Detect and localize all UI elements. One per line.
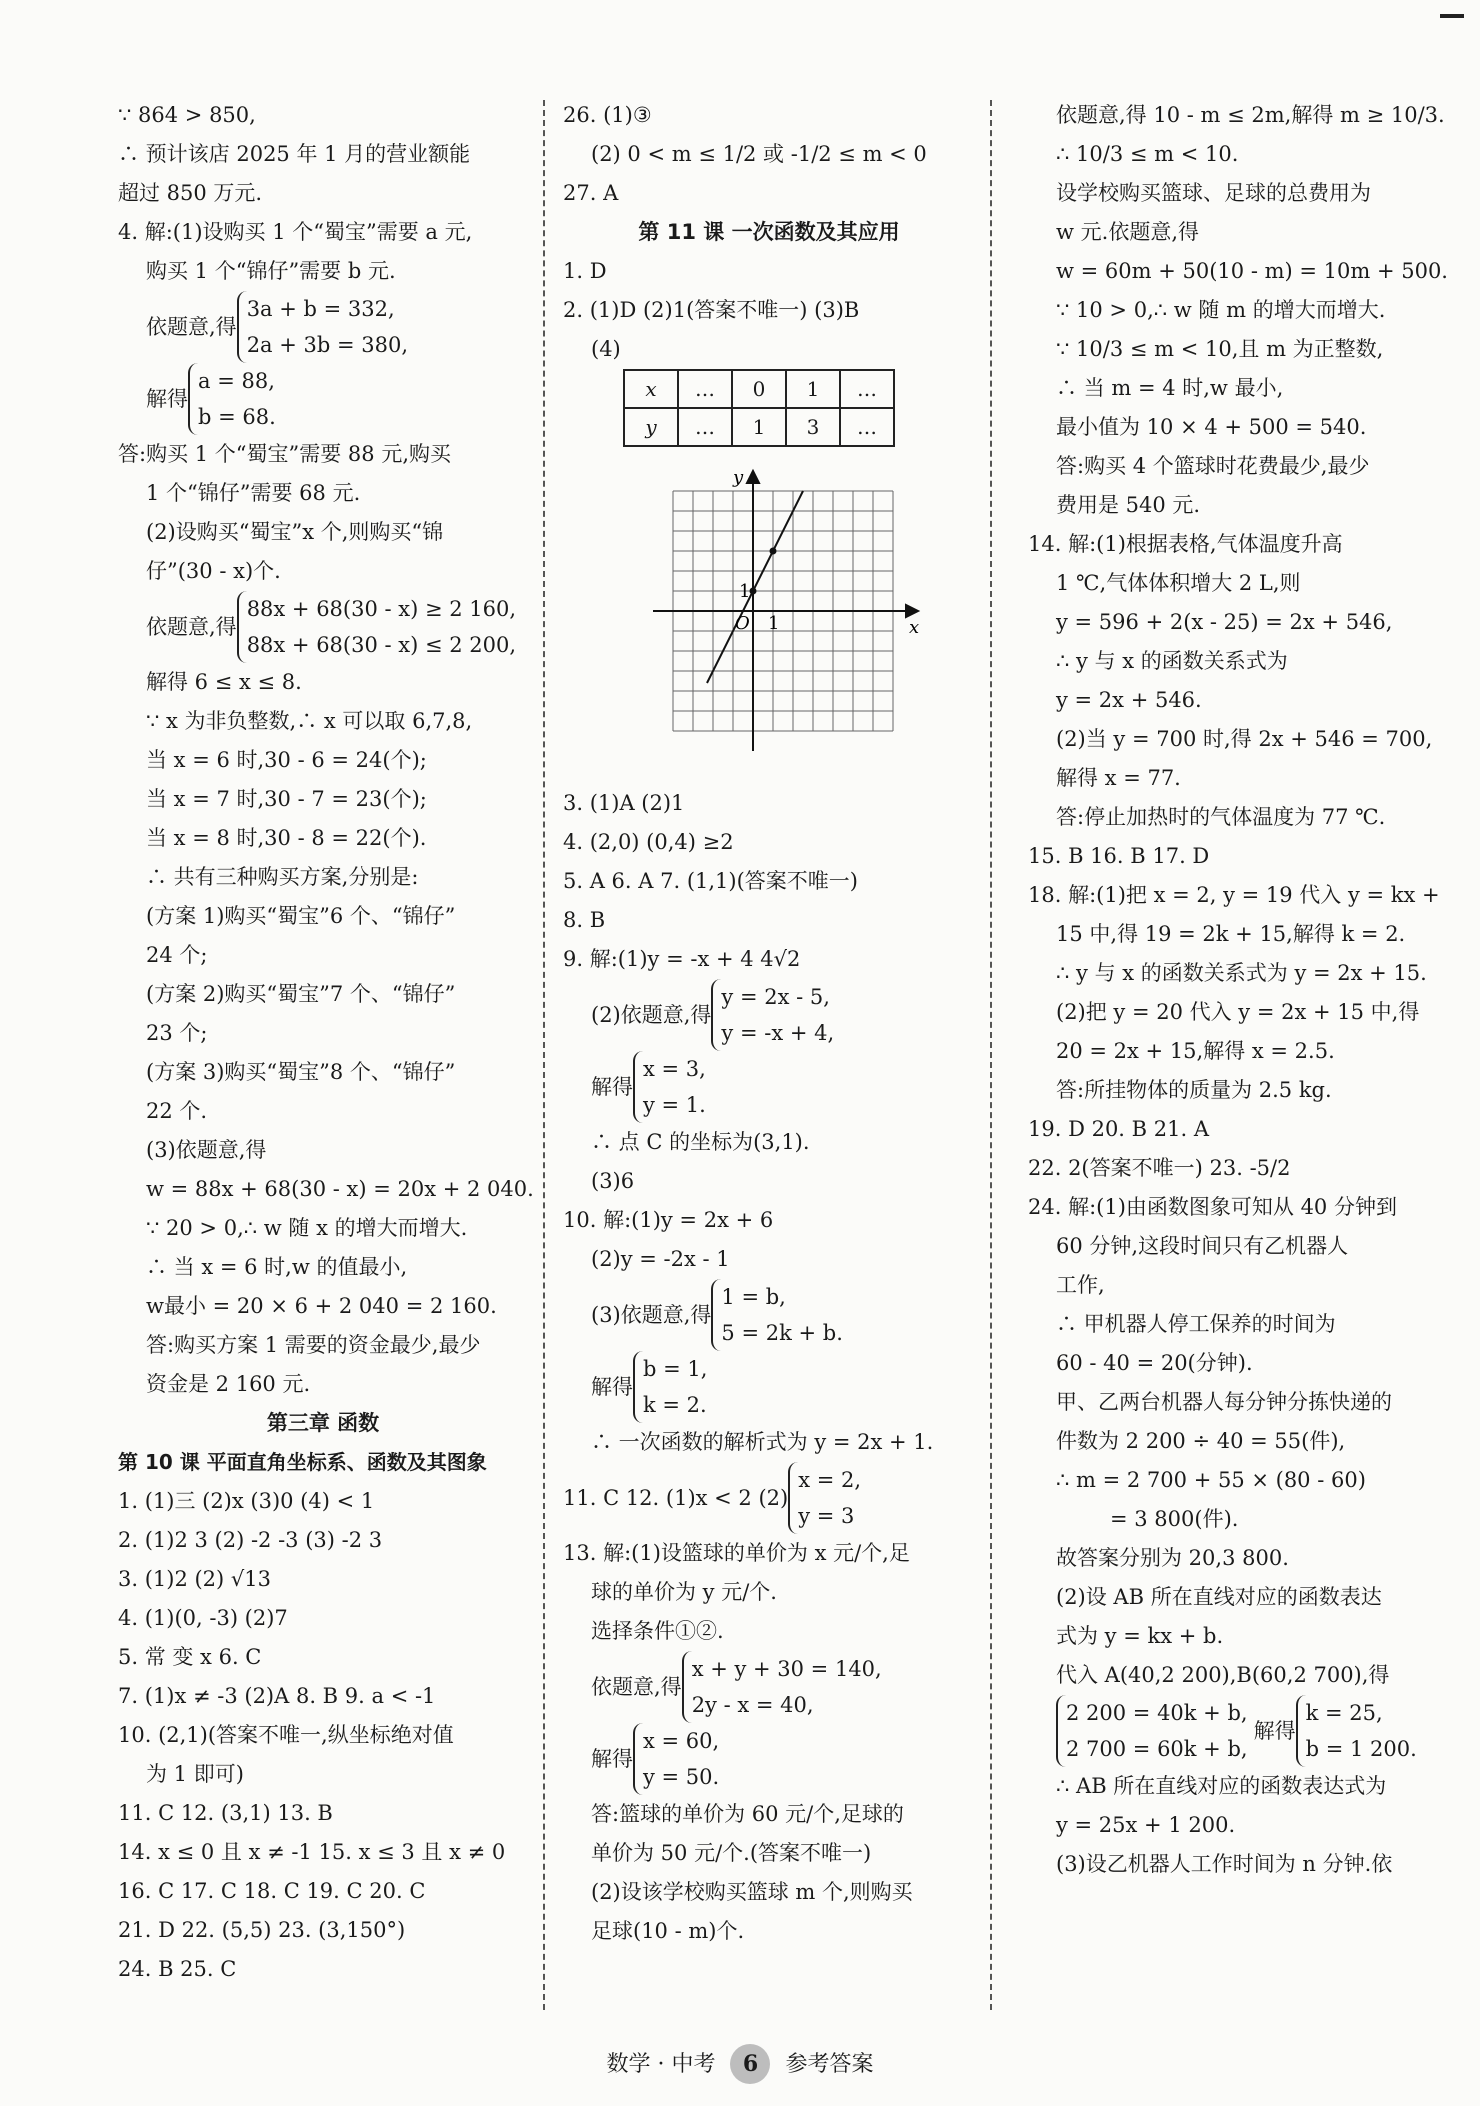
table-cell: …: [840, 370, 894, 408]
text-line: 22. 2(答案不唯一) 23. -5/2: [1028, 1156, 1291, 1180]
point: [750, 588, 757, 595]
text-line: 4. (1)(0, -3) (2)7: [118, 1606, 288, 1630]
text-line: ∴ 点 C 的坐标为(3,1).: [591, 1130, 810, 1154]
text-line: 仔”(30 - x)个.: [146, 559, 281, 583]
text-line: (2)设购买“蜀宝”x 个,则购买“锦: [146, 520, 444, 544]
text-line: 18. 解:(1)把 x = 2, y = 19 代入 y = kx +: [1028, 883, 1440, 907]
text-line: ∴ 10/3 ≤ m < 10.: [1056, 142, 1239, 166]
text-line: (2)设 AB 所在直线对应的函数表达: [1056, 1585, 1382, 1609]
text-line: 11. C 12. (3,1) 13. B: [118, 1801, 333, 1825]
text-line: 解得 6 ≤ x ≤ 8.: [146, 670, 302, 694]
text-line: 甲、乙两台机器人每分钟分拣快递的: [1056, 1390, 1392, 1414]
equation-system: 依题意,得 x + y + 30 = 140, 2y - x = 40,: [563, 1651, 975, 1723]
footer-subject: 数学 · 中考: [606, 2052, 716, 2077]
text-line: 3. (1)2 (2) √13: [118, 1567, 272, 1591]
point: [770, 548, 777, 555]
table-cell: 1: [786, 370, 840, 408]
text-line: 足球(10 - m)个.: [591, 1919, 745, 1943]
equation-system: 解得 a = 88, b = 68.: [118, 363, 528, 435]
text-line: (3)依题意,得: [146, 1138, 267, 1162]
text-line: ∵ x 为非负整数,∴ x 可以取 6,7,8,: [146, 709, 473, 733]
text-line: 费用是 540 元.: [1056, 493, 1201, 517]
text-line: 8. B: [563, 908, 606, 932]
text-line: (2)y = -2x - 1: [591, 1247, 730, 1271]
text-line: w最小 = 20 × 6 + 2 040 = 2 160.: [146, 1294, 497, 1318]
text-line: 购买 1 个“锦仔”需要 b 元.: [146, 259, 396, 283]
text-line: 10. 解:(1)y = 2x + 6: [563, 1208, 774, 1232]
equation-system: 解得 x = 3, y = 1.: [563, 1051, 975, 1123]
text-line: y = 2x + 546.: [1056, 688, 1202, 712]
text-line: 最小值为 10 × 4 + 500 = 540.: [1056, 415, 1367, 439]
table-cell: …: [678, 408, 732, 446]
text-line: 2. (1)D (2)1(答案不唯一) (3)B: [563, 298, 860, 322]
text-line: 答:购买 1 个“蜀宝”需要 88 元,购买: [118, 442, 452, 466]
lesson-heading: 第 10 课 平面直角坐标系、函数及其图象: [118, 1450, 487, 1474]
equation-system: (3)依题意,得 1 = b, 5 = 2k + b.: [563, 1279, 975, 1351]
text-line: 2. (1)2 3 (2) -2 -3 (3) -2 3: [118, 1528, 383, 1552]
function-line: [707, 491, 803, 683]
text-line: 1. D: [563, 259, 607, 283]
text-line: 依题意,得 10 - m ≤ 2m,解得 m ≥ 10/3.: [1056, 103, 1445, 127]
footer-section: 参考答案: [785, 2052, 874, 2077]
text-line: 26. (1)③: [563, 103, 652, 127]
column-divider: [990, 100, 992, 2010]
table-cell: …: [678, 370, 732, 408]
text-line: 为 1 即可): [146, 1762, 244, 1786]
text-line: 单价为 50 元/个.(答案不唯一): [591, 1841, 872, 1865]
y-axis-label: y: [733, 467, 744, 488]
text-line: 5. 常 变 x 6. C: [118, 1645, 262, 1669]
value-table: [623, 369, 895, 447]
column-1: [118, 96, 534, 1989]
x-tick-label: 1: [768, 613, 780, 634]
text-line: w 元.依题意,得: [1056, 220, 1200, 244]
text-line: 21. D 22. (5,5) 23. (3,150°): [118, 1918, 406, 1942]
table-cell: 3: [786, 408, 840, 446]
table-cell: 0: [732, 370, 786, 408]
text-line: 19. D 20. B 21. A: [1028, 1117, 1210, 1141]
column-3: [1028, 96, 1448, 1884]
equation-system: 11. C 12. (1)x < 2 (2) x = 2, y = 3: [563, 1462, 975, 1534]
text-line: ∴ 一次函数的解析式为 y = 2x + 1.: [591, 1430, 934, 1454]
graph-svg: [613, 461, 933, 761]
table-cell: 1: [732, 408, 786, 446]
text-line: 代入 A(40,2 200),B(60,2 700),得: [1056, 1663, 1390, 1687]
text-line: 24. 解:(1)由函数图象可知从 40 分钟到: [1028, 1195, 1397, 1219]
text-line: y = 596 + 2(x - 25) = 2x + 546,: [1056, 610, 1393, 634]
text-line: 答:所挂物体的质量为 2.5 kg.: [1056, 1078, 1332, 1102]
function-graph: [613, 461, 975, 774]
text-line: ∴ m = 2 700 + 55 × (80 - 60): [1056, 1468, 1366, 1492]
corner-mark: [1440, 14, 1464, 18]
text-line: ∵ 10/3 ≤ m < 10,且 m 为正整数,: [1056, 337, 1384, 361]
text-line: (方案 2)购买“蜀宝”7 个、“锦仔”: [146, 982, 456, 1006]
text-line: (2)把 y = 20 代入 y = 2x + 15 中,得: [1056, 1000, 1420, 1024]
text-line: ∴ 预计该店 2025 年 1 月的营业额能: [118, 142, 471, 166]
text-line: 20 = 2x + 15,解得 x = 2.5.: [1056, 1039, 1335, 1063]
text-line: ∴ 当 m = 4 时,w 最小,: [1056, 376, 1284, 400]
chapter-heading: 第三章 函数: [266, 1411, 380, 1435]
equation-system: 解得 x = 60, y = 50.: [563, 1723, 975, 1795]
text-line: 1 ℃,气体体积增大 2 L,则: [1056, 571, 1301, 595]
text-line: 13. 解:(1)设篮球的单价为 x 元/个,足: [563, 1541, 910, 1565]
equation-system: (2)依题意,得 y = 2x - 5, y = -x + 4,: [563, 979, 975, 1051]
column-divider: [543, 100, 545, 2010]
text-line: ∵ 20 > 0,∴ w 随 x 的增大而增大.: [146, 1216, 468, 1240]
text-line: 15. B 16. B 17. D: [1028, 844, 1210, 868]
text-line: (3)6: [591, 1169, 635, 1193]
text-line: 60 - 40 = 20(分钟).: [1056, 1351, 1253, 1375]
text-line: (2) 0 < m ≤ 1/2 或 -1/2 ≤ m < 0: [591, 142, 927, 166]
origin-label: O: [735, 613, 750, 634]
text-line: 答:停止加热时的气体温度为 77 ℃.: [1056, 805, 1386, 829]
text-line: (2)设该学校购买篮球 m 个,则购买: [591, 1880, 913, 1904]
text-line: 23 个;: [146, 1021, 208, 1045]
text-line: 7. (1)x ≠ -3 (2)A 8. B 9. a < -1: [118, 1684, 436, 1708]
text-line: ∴ 当 x = 6 时,w 的值最小,: [146, 1255, 408, 1279]
text-line: 9. 解:(1)y = -x + 4 4√2: [563, 947, 801, 971]
text-line: 当 x = 7 时,30 - 7 = 23(个);: [146, 787, 427, 811]
text-line: 60 分钟,这段时间只有乙机器人: [1056, 1234, 1349, 1258]
text-line: 设学校购买篮球、足球的总费用为: [1056, 181, 1371, 205]
text-line: 超过 850 万元.: [118, 181, 263, 205]
text-line: 选择条件①②.: [591, 1619, 724, 1643]
text-line: 22 个.: [146, 1099, 208, 1123]
text-line: 24. B 25. C: [118, 1957, 237, 1981]
y-tick-label: 1: [739, 581, 751, 602]
lesson-heading: 第 11 课 一次函数及其应用: [638, 220, 900, 244]
page-number: 6: [730, 2044, 770, 2084]
text-line: y = 25x + 1 200.: [1056, 1813, 1236, 1837]
text-line: 14. 解:(1)根据表格,气体温度升高: [1028, 532, 1343, 556]
text-line: (方案 1)购买“蜀宝”6 个、“锦仔”: [146, 904, 456, 928]
text-line: 1 个“锦仔”需要 68 元.: [146, 481, 361, 505]
text-line: ∴ y 与 x 的函数关系式为: [1056, 649, 1288, 673]
text-line: 1. (1)三 (2)x (3)0 (4) < 1: [118, 1489, 375, 1513]
text-line: 24 个;: [146, 943, 208, 967]
text-line: 27. A: [563, 181, 619, 205]
table-cell: y: [624, 408, 678, 446]
text-line: 当 x = 8 时,30 - 8 = 22(个).: [146, 826, 427, 850]
text-line: 件数为 2 200 ÷ 40 = 55(件),: [1056, 1429, 1346, 1453]
column-2: [563, 96, 975, 1951]
text-line: 16. C 17. C 18. C 19. C 20. C: [118, 1879, 426, 1903]
text-line: 5. A 6. A 7. (1,1)(答案不唯一): [563, 869, 858, 893]
text-line: 当 x = 6 时,30 - 6 = 24(个);: [146, 748, 427, 772]
text-line: 答:购买方案 1 需要的资金最少,最少: [146, 1333, 481, 1357]
text-line: ∴ 甲机器人停工保养的时间为: [1056, 1312, 1336, 1336]
text-line: = 3 800(件).: [1110, 1507, 1239, 1531]
text-line: (3)设乙机器人工作时间为 n 分钟.依: [1056, 1852, 1393, 1876]
text-line: 14. x ≤ 0 且 x ≠ -1 15. x ≤ 3 且 x ≠ 0: [118, 1840, 506, 1864]
x-axis-label: x: [909, 617, 920, 638]
inequality-system: 依题意,得 88x + 68(30 - x) ≥ 2 160, 88x + 68(30 - x) ≤ 2 200,: [118, 591, 528, 663]
text-line: (4): [591, 337, 621, 361]
text-line: w = 60m + 50(10 - m) = 10m + 500.: [1056, 259, 1448, 283]
text-line: (2)当 y = 700 时,得 2x + 546 = 700,: [1056, 727, 1433, 751]
text-line: 答:购买 4 个篮球时花费最少,最少: [1056, 454, 1370, 478]
equation-system: 解得 b = 1, k = 2.: [563, 1351, 975, 1423]
text-line: w = 88x + 68(30 - x) = 20x + 2 040.: [146, 1177, 534, 1201]
text-line: 式为 y = kx + b.: [1056, 1624, 1224, 1648]
text-line: 答:篮球的单价为 60 元/个,足球的: [591, 1802, 904, 1826]
equation-system: 2 200 = 40k + b, 2 700 = 60k + b, 解得 k = 25, b = 1 200.: [1028, 1695, 1428, 1767]
text-line: ∴ 共有三种购买方案,分别是:: [146, 865, 419, 889]
text-line: 工作,: [1056, 1273, 1105, 1297]
text-line: ∵ 864 > 850,: [118, 103, 256, 127]
page-footer: [0, 2044, 1480, 2084]
text-line: (方案 3)购买“蜀宝”8 个、“锦仔”: [146, 1060, 456, 1084]
equation-system: 依题意,得 3a + b = 332, 2a + 3b = 380,: [118, 291, 528, 363]
text-line: 故答案分别为 20,3 800.: [1056, 1546, 1289, 1570]
text-line: ∴ AB 所在直线对应的函数表达式为: [1056, 1774, 1387, 1798]
text-line: ∵ 10 > 0,∴ w 随 m 的增大而增大.: [1056, 298, 1386, 322]
text-line: 球的单价为 y 元/个.: [591, 1580, 777, 1604]
text-line: 4. 解:(1)设购买 1 个“蜀宝”需要 a 元,: [118, 220, 473, 244]
text-line: 15 中,得 19 = 2k + 15,解得 k = 2.: [1056, 922, 1406, 946]
table-cell: x: [624, 370, 678, 408]
text-line: 3. (1)A (2)1: [563, 791, 685, 815]
text-line: 解得 x = 77.: [1056, 766, 1181, 790]
text-line: ∴ y 与 x 的函数关系式为 y = 2x + 15.: [1056, 961, 1427, 985]
text-line: 10. (2,1)(答案不唯一,纵坐标绝对值: [118, 1723, 454, 1747]
text-line: 资金是 2 160 元.: [146, 1372, 311, 1396]
text-line: 4. (2,0) (0,4) ≥2: [563, 830, 734, 854]
table-cell: …: [840, 408, 894, 446]
